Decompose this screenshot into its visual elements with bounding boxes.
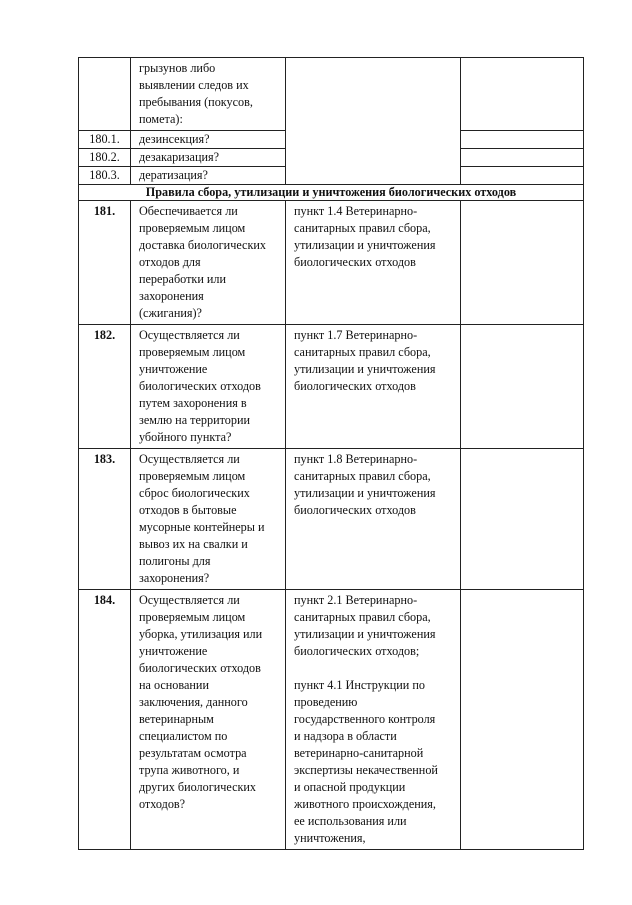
question-cell bbox=[131, 590, 286, 850]
answer-cell bbox=[461, 325, 584, 449]
item-number: 183. bbox=[79, 449, 131, 590]
number-cell bbox=[79, 58, 131, 131]
reference-text: пункт 1.7 Ветеринарно- санитарных правил сбора, утилизации и уничтожения биологических отходов bbox=[294, 328, 436, 393]
question-cell bbox=[131, 325, 286, 449]
reference-cell bbox=[286, 58, 461, 185]
subitem-number: 180.1. bbox=[79, 131, 131, 149]
answer-cell bbox=[461, 449, 584, 590]
subitem-text: дезинсекция? bbox=[131, 131, 286, 149]
answer-cell bbox=[461, 590, 584, 850]
reference-cell bbox=[286, 201, 461, 325]
question-cell bbox=[131, 201, 286, 325]
section-title: Правила сбора, утилизации и уничтожения биологических отходов bbox=[79, 185, 584, 201]
question-text: Осуществляется ли проверяемым лицом уничтожение биологических отходов путем захоронения в землю на территории убойного пункта? bbox=[139, 328, 261, 444]
answer-cell bbox=[461, 58, 584, 131]
answer-cell bbox=[461, 131, 584, 149]
reference-cell bbox=[286, 590, 461, 850]
subitem-text: дератизация? bbox=[131, 167, 286, 185]
table-row-180-continued bbox=[79, 58, 584, 131]
answer-cell bbox=[461, 149, 584, 167]
question-text: Осуществляется ли проверяемым лицом уборка, утилизация или уничтожение биологических отходов на основании заключения, данного ветеринарным специалистом по результатам осмотра трупа животного, и других биологических отходов? bbox=[139, 593, 263, 811]
answer-cell bbox=[461, 167, 584, 185]
question-text: Обеспечивается ли проверяемым лицом доставка биологических отходов для переработки или захоронения (сжигания)? bbox=[139, 204, 266, 320]
table-row-181 bbox=[79, 201, 584, 325]
reference-text: пункт 2.1 Ветеринарно- санитарных правил сбора, утилизации и уничтожения биологических отходов; пункт 4.1 Инструкции по проведению государственного контроля и надзора в области ветеринарно-санитарной экспертизы некачественной и опасной продукции животного происхождения, ее использования или уничтожения, bbox=[294, 593, 438, 845]
subitem-number: 180.3. bbox=[79, 167, 131, 185]
reference-cell bbox=[286, 449, 461, 590]
question-text: грызунов либо выявлении следов их пребывания (покусов, помета): bbox=[139, 61, 253, 126]
reference-cell bbox=[286, 325, 461, 449]
item-number: 181. bbox=[79, 201, 131, 325]
table-row-184 bbox=[79, 590, 584, 850]
subitem-number: 180.2. bbox=[79, 149, 131, 167]
reference-text: пункт 1.4 Ветеринарно- санитарных правил сбора, утилизации и уничтожения биологических отходов bbox=[294, 204, 436, 269]
subitem-text: дезакаризация? bbox=[131, 149, 286, 167]
checklist-table bbox=[78, 57, 584, 850]
table-row-183 bbox=[79, 449, 584, 590]
question-cell bbox=[131, 58, 286, 131]
question-cell bbox=[131, 449, 286, 590]
section-header-row bbox=[79, 185, 584, 201]
question-text: Осуществляется ли проверяемым лицом сброс биологических отходов в бытовые мусорные контейнеры и вывоз их на свалки и полигоны для захоронения? bbox=[139, 452, 265, 585]
table-row-182 bbox=[79, 325, 584, 449]
reference-text: пункт 1.8 Ветеринарно- санитарных правил сбора, утилизации и уничтожения биологических отходов bbox=[294, 452, 436, 517]
item-number: 184. bbox=[79, 590, 131, 850]
answer-cell bbox=[461, 201, 584, 325]
item-number: 182. bbox=[79, 325, 131, 449]
